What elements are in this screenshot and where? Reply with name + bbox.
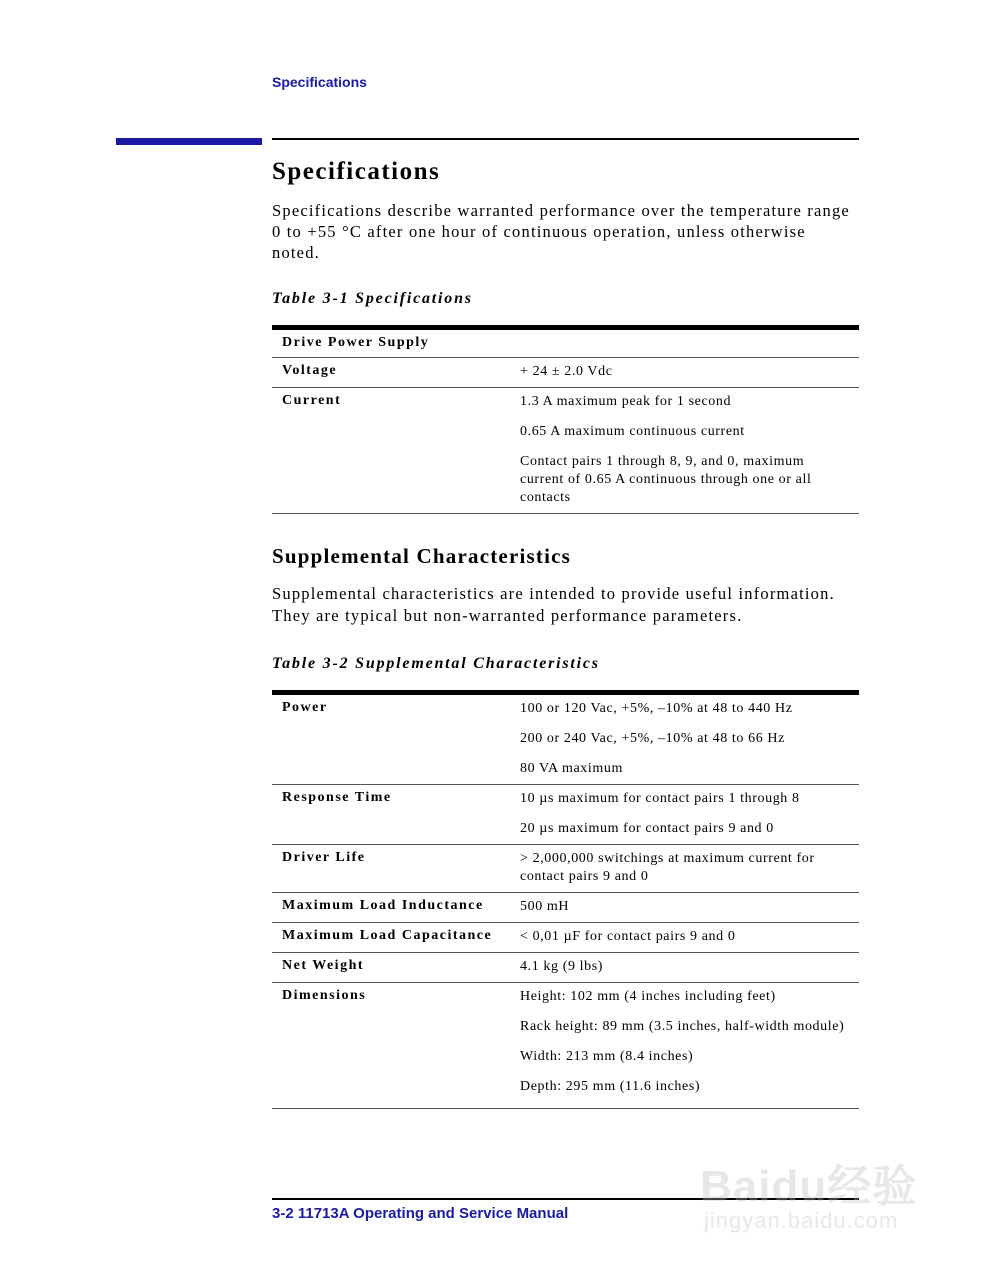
- running-header: Specifications: [272, 74, 367, 90]
- row-label: Response Time: [272, 785, 510, 845]
- row-value: [510, 785, 859, 845]
- section-title: Supplemental Characteristics: [272, 544, 571, 568]
- value-line: Height: 102 mm (4 inches including feet): [520, 989, 776, 1004]
- section-intro: Specifications describe warranted performance over the temperature range 0 to +55 °C after one hour of continuous operation, unless otherwise noted.: [272, 201, 850, 262]
- value-line: 10 µs maximum for contact pairs 1 through 8: [520, 791, 800, 806]
- table-row: [272, 893, 859, 923]
- table-caption: Table 3-1 Specifications: [272, 290, 473, 307]
- table-row: [272, 983, 859, 1109]
- value-line: 20 µs maximum for contact pairs 9 and 0: [520, 821, 774, 836]
- row-value: [510, 953, 859, 983]
- row-label: Net Weight: [272, 953, 510, 983]
- row-value: [510, 388, 859, 514]
- value-line: Depth: 295 mm (11.6 inches): [520, 1079, 701, 1094]
- row-label: Dimensions: [272, 983, 510, 1109]
- specifications-section: [272, 158, 859, 514]
- row-value: [510, 893, 859, 923]
- table-row: [272, 693, 859, 785]
- table-row: [272, 953, 859, 983]
- specifications-table: [272, 325, 859, 514]
- watermark-url: jingyan.baidu.com: [704, 1208, 899, 1233]
- table-row: [272, 845, 859, 893]
- watermark-logo: Baidu经验: [700, 1162, 918, 1211]
- row-value: [510, 845, 859, 893]
- value-line: Rack height: 89 mm (3.5 inches, half-width module): [520, 1019, 845, 1034]
- supplemental-section: [272, 544, 859, 1109]
- page-footer: 3-2 11713A Operating and Service Manual: [272, 1205, 569, 1222]
- table-group-heading: Drive Power Supply: [272, 328, 859, 358]
- section-intro: Supplemental characteristics are intended to provide useful information. They are typical but non-warranted performance parameters.: [272, 584, 835, 625]
- footer-rule: [272, 1198, 859, 1200]
- table-row: [272, 785, 859, 845]
- table-row: [272, 923, 859, 953]
- section-title: Specifications: [272, 158, 441, 185]
- row-label: Maximum Load Inductance: [272, 893, 510, 923]
- table-row: [272, 358, 859, 388]
- value-line: + 24 ± 2.0 Vdc: [520, 364, 613, 379]
- row-value: [510, 358, 859, 388]
- value-line: 100 or 120 Vac, +5%, –10% at 48 to 440 Hz: [520, 701, 793, 716]
- table-group-row: [272, 328, 859, 358]
- row-label: Maximum Load Capacitance: [272, 923, 510, 953]
- value-line: 200 or 240 Vac, +5%, –10% at 48 to 66 Hz: [520, 731, 785, 746]
- row-value: [510, 983, 859, 1109]
- section-marker-bar: [116, 138, 262, 145]
- row-label: Power: [272, 693, 510, 785]
- row-label: Current: [272, 388, 510, 514]
- value-line: > 2,000,000 switchings at maximum current for contact pairs 9 and 0: [520, 851, 815, 884]
- row-label: Voltage: [272, 358, 510, 388]
- row-value: [510, 693, 859, 785]
- header-rule: [272, 138, 859, 140]
- table-caption: Table 3-2 Supplemental Characteristics: [272, 655, 600, 672]
- value-line: Contact pairs 1 through 8, 9, and 0, maximum current of 0.65 A continuous through one or all contacts: [520, 454, 812, 505]
- value-line: 80 VA maximum: [520, 761, 623, 776]
- row-label: Driver Life: [272, 845, 510, 893]
- value-line: < 0,01 µF for contact pairs 9 and 0: [520, 929, 736, 944]
- watermark: [700, 1140, 940, 1250]
- value-line: 4.1 kg (9 lbs): [520, 959, 604, 974]
- row-value: [510, 923, 859, 953]
- supplemental-table: [272, 690, 859, 1109]
- value-line: 0.65 A maximum continuous current: [520, 424, 745, 439]
- value-line: Width: 213 mm (8.4 inches): [520, 1049, 694, 1064]
- value-line: 500 mH: [520, 899, 570, 914]
- table-row: [272, 388, 859, 514]
- value-line: 1.3 A maximum peak for 1 second: [520, 394, 732, 409]
